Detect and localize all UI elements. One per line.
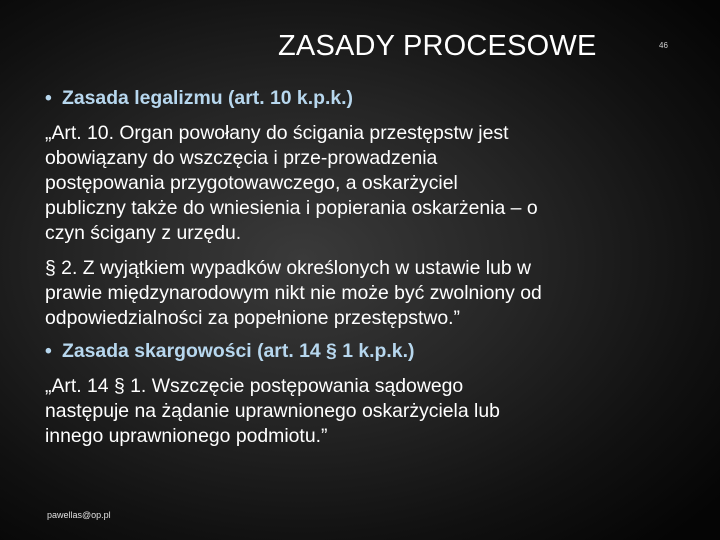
text-line: § 2. Z wyjątkiem wypadków określonych w ustawie lub w (45, 257, 532, 279)
bullet-icon: • (45, 87, 52, 109)
bullet-heading-legalizm (45, 86, 670, 111)
text-line: postępowania przygotowawczego, a oskarżyciel (45, 172, 458, 194)
page-number: 46 (659, 41, 668, 50)
text-line: czyn ścigany z urzędu. (45, 222, 242, 244)
slide-title: ZASADY PROCESOWE (278, 30, 597, 62)
bullet-heading-text: Zasada skargowości (art. 14 § 1 k.p.k.) (62, 340, 415, 362)
text-line: odpowiedzialności za popełnione przestępstwo.” (45, 307, 460, 329)
article-10-paragraph (45, 121, 670, 246)
text-line: obowiązany do wszczęcia i prze-prowadzenia (45, 147, 438, 169)
text-line: publiczny także do wniesienia i popierania oskarżenia – o (45, 197, 538, 219)
text-line: innego uprawnionego podmiotu.” (45, 425, 328, 447)
bullet-heading-skargowosc (45, 339, 670, 364)
footer-email: pawellas@op.pl (47, 510, 111, 520)
text-line: następuje na żądanie uprawnionego oskarżyciela lub (45, 400, 500, 422)
text-line: „Art. 14 § 1. Wszczęcie postępowania sądowego (45, 375, 464, 397)
bullet-icon: • (45, 340, 52, 362)
article-10-par-2-paragraph (45, 256, 670, 331)
text-line: „Art. 10. Organ powołany do ścigania przestępstw jest (45, 122, 509, 144)
slide-body (45, 86, 670, 449)
article-14-paragraph (45, 374, 670, 449)
text-line: prawie międzynarodowym nikt nie może być zwolniony od (45, 282, 542, 304)
bullet-heading-text: Zasada legalizmu (art. 10 k.p.k.) (62, 87, 353, 109)
